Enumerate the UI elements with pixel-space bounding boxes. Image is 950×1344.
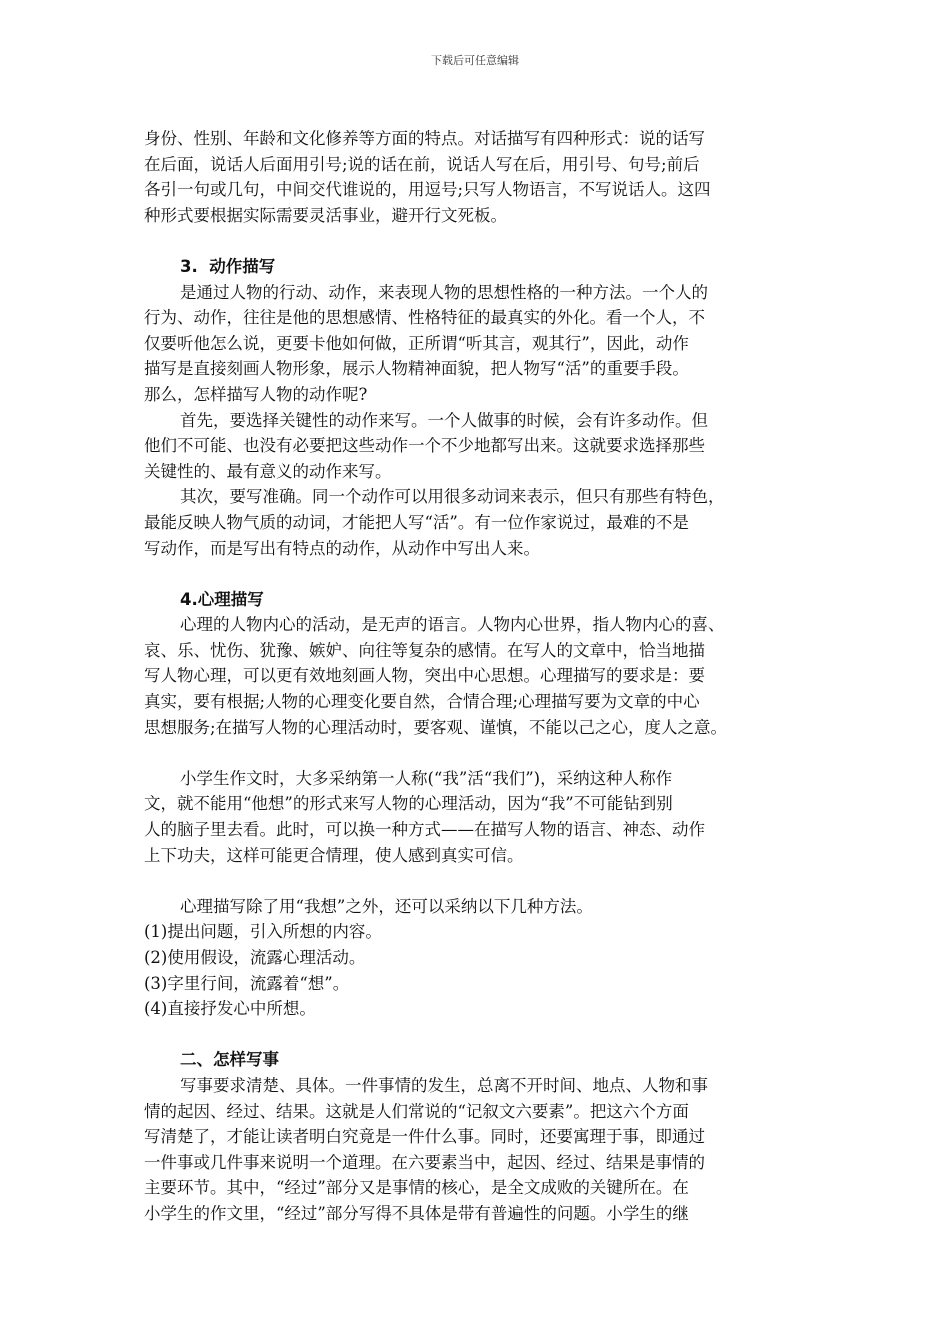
text-line: 种形式要根据实际需要灵活事业，避开行文死板。	[144, 205, 507, 225]
text-line: 写事要求清楚、具体。一件事情的发生，总离不开时间、地点、人物和事	[180, 1075, 708, 1095]
text-line: 写动作，而是写出有特点的动作，从动作中写出人来。	[144, 538, 540, 558]
section-heading: 4.心理描写	[180, 589, 264, 609]
text-line: 情的起因、经过、结果。这就是人们常说的“记叙文六要素”。把这六个方面	[144, 1101, 689, 1121]
text-line: 在后面，说话人后面用引号;说的话在前，说话人写在后，用引号、句号;前后	[144, 154, 700, 174]
text-line: 他们不可能、也没有必要把这些动作一个不少地都写出来。这就要求选择那些	[144, 436, 705, 456]
text-line: (1)提出问题，引入所想的内容。	[144, 922, 382, 942]
paragraph-gap	[144, 1022, 824, 1048]
text-line: 描写是直接刻画人物形象，展示人物精神面貌，把人物写“活”的重要手段。	[144, 359, 689, 379]
text-line: 那么，怎样描写人物的动作呢?	[144, 384, 368, 404]
section-heading: 3. 动作描写	[180, 256, 276, 276]
text-line: 真实，要有根据;人物的心理变化要自然，合情合理;心理描写要为文章的中心	[144, 692, 700, 712]
text-line: 小学生的作文里，“经过”部分写得不具体是带有普遍性的问题。小学生的继	[144, 1203, 689, 1223]
paragraph	[144, 408, 824, 485]
text-line: 心理描写除了用“我想”之外，还可以采纳以下几种方法。	[180, 896, 593, 916]
text-line: 哀、乐、忧伤、犹豫、嫉妒、向往等复杂的感情。在写人的文章中，恰当地描	[144, 640, 705, 660]
text-line: 是通过人物的行动、动作，来表现人物的思想性格的一种方法。一个人的	[180, 282, 708, 302]
text-line: 文，就不能用“他想”的形式来写人物的心理活动，因为“我”不可能钻到别	[144, 794, 673, 814]
section-heading: 二、怎样写事	[180, 1050, 279, 1070]
text-line: 小学生作文时，大多采纳第一人称(“我”活“我们”)，采纳这种人称作	[180, 768, 673, 788]
document-body	[144, 126, 824, 1227]
text-line: 首先，要选择关键性的动作来写。一个人做事的时候，会有许多动作。但	[180, 410, 708, 430]
text-line: 写清楚了，才能让读者明白究竟是一件什么事。同时，还要寓理于事，即通过	[144, 1127, 705, 1147]
text-line: 其次，要写准确。同一个动作可以用很多动词来表示，但只有那些有特色，	[180, 487, 725, 507]
paragraph	[144, 126, 824, 228]
paragraph	[144, 612, 824, 740]
page-header: 下载后可任意编辑	[431, 54, 519, 67]
text-line: 关键性的、最有意义的动作来写。	[144, 461, 392, 481]
text-line: (2)使用假设，流露心理活动。	[144, 948, 366, 967]
paragraph	[144, 484, 824, 561]
paragraph-gap	[144, 868, 824, 894]
text-line: 各引一句或几句，中间交代谁说的，用逗号;只写人物语言，不写说话人。这四	[144, 180, 711, 200]
text-line: 最能反映人物气质的动词，才能把人写“活”。有一位作家说过，最难的不是	[144, 512, 689, 532]
text-line: 写人物心理，可以更有效地刻画人物，突出中心思想。心理描写的要求是：要	[144, 666, 705, 686]
text-line: 身份、性别、年龄和文化修养等方面的特点。对话描写有四种形式：说的话写	[144, 129, 705, 148]
text-line: (4)直接抒发心中所想。	[144, 999, 316, 1019]
text-line: 人的脑子里去看。此时，可以换一种方式——在描写人物的语言、神态、动作	[144, 820, 705, 840]
text-line: 仅要听他怎么说，更要卡他如何做，正所谓“听其言，观其行”，因此，动作	[144, 333, 689, 353]
text-line: 主要环节。其中，“经过”部分又是事情的核心，是全文成败的关键所在。在	[144, 1178, 689, 1198]
text-line: 行为、动作，往往是他的思想感情、性格特征的最真实的外化。看一个人，不	[144, 308, 705, 328]
paragraph	[144, 280, 824, 408]
paragraph	[144, 894, 824, 1022]
text-line: 心理的人物内心的活动，是无声的语言。人物内心世界，指人物内心的喜、	[180, 615, 725, 635]
paragraph	[144, 1073, 824, 1227]
paragraph	[144, 766, 824, 868]
paragraph-gap	[144, 740, 824, 766]
text-line: (3)字里行间，流露着“想”。	[144, 973, 350, 993]
text-line: 思想服务;在描写人物的心理活动时，要客观、谨慎，不能以己之心，度人之意。	[144, 717, 728, 737]
text-line: 一件事或几件事来说明一个道理。在六要素当中，起因、经过、结果是事情的	[144, 1152, 705, 1172]
paragraph-gap	[144, 228, 824, 254]
paragraph-gap	[144, 561, 824, 587]
text-line: 上下功夫，这样可能更合情理，使人感到真实可信。	[144, 845, 524, 865]
